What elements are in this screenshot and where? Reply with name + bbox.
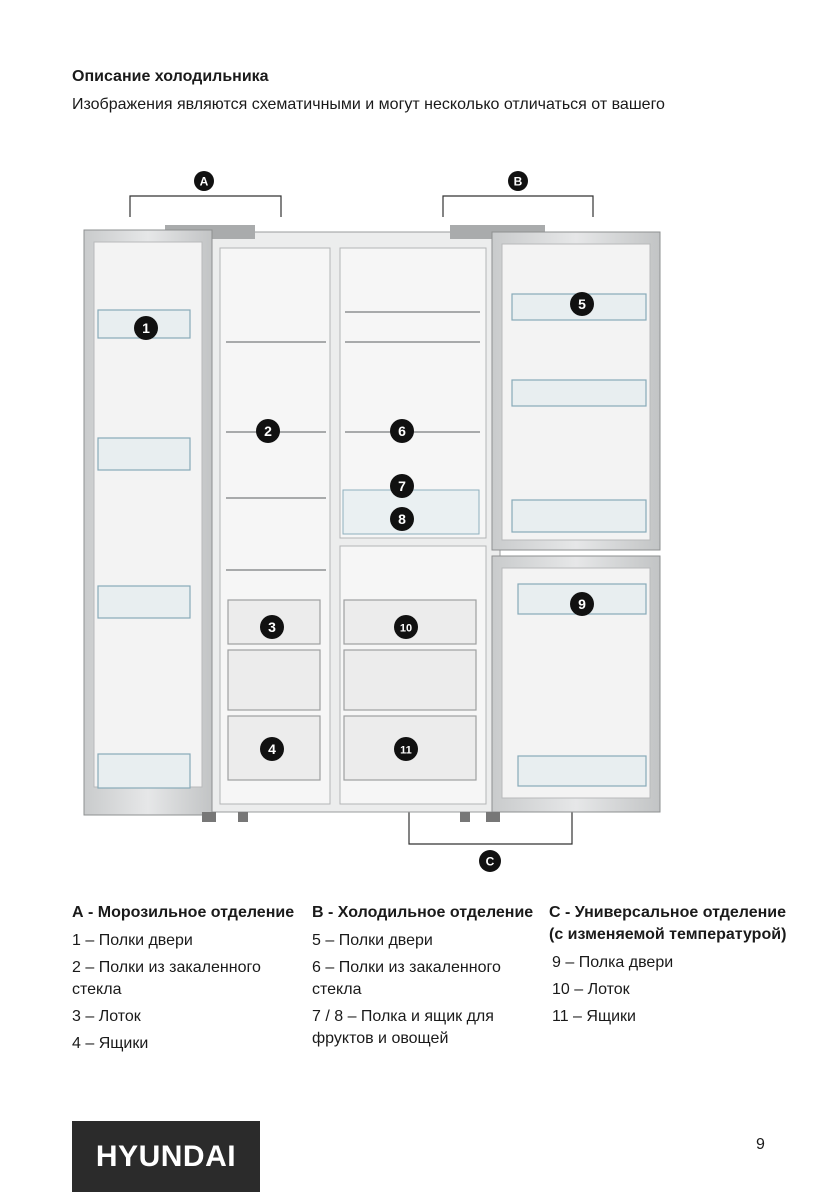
section-letter-c: C xyxy=(485,854,495,869)
legend-item: 4 – Ящики xyxy=(72,1035,149,1052)
svg-text:4: 4 xyxy=(268,741,276,757)
brand-logo xyxy=(72,1121,260,1192)
callout-11 xyxy=(394,737,418,761)
legend-item: 3 – Лоток xyxy=(72,1008,141,1025)
section-badge-a xyxy=(194,171,214,191)
section-badge-c xyxy=(479,850,501,872)
svg-text:9: 9 xyxy=(578,596,586,612)
callout-3 xyxy=(260,615,284,639)
bracket-a xyxy=(130,196,281,217)
callout-6 xyxy=(390,419,414,443)
callout-10 xyxy=(394,615,418,639)
svg-text:11: 11 xyxy=(400,744,412,757)
section-letter-a: A xyxy=(199,174,209,189)
legend-item: 9 – Полка двери xyxy=(552,954,674,971)
legend-item: 1 – Полки двери xyxy=(72,932,193,949)
section-letter-b: B xyxy=(513,174,523,189)
legend-heading-b: В - Холодильное отделение xyxy=(312,904,534,921)
legend-column-a xyxy=(72,902,302,1060)
legend-item: 5 – Полки двери xyxy=(312,932,433,949)
svg-text:6: 6 xyxy=(398,423,406,439)
callout-5 xyxy=(570,292,594,316)
legend-item: 6 – Полки из закаленного стекла xyxy=(312,959,501,998)
legend-column-b xyxy=(312,902,537,1055)
svg-text:3: 3 xyxy=(268,619,276,635)
legend-column-c xyxy=(549,902,789,1033)
svg-text:1: 1 xyxy=(142,320,150,336)
bracket-b xyxy=(443,196,593,217)
brand-logo-text: HYUNDAI xyxy=(95,1139,237,1173)
callout-7 xyxy=(390,474,414,498)
page-title: Описание холодильника xyxy=(72,68,269,85)
fridge-diagram xyxy=(70,160,770,880)
legend-item: 7 / 8 – Полка и ящик для фруктов и овощей xyxy=(312,1008,494,1047)
callout-4 xyxy=(260,737,284,761)
legend-heading-c: С - Универсальное отделение (с изменяемой температурой) xyxy=(549,904,787,943)
svg-text:2: 2 xyxy=(264,423,272,439)
page-subtitle: Изображения являются схематичными и могут несколько отличаться от вашего xyxy=(72,96,665,113)
legend-item: 11 – Ящики xyxy=(552,1008,636,1025)
callout-2 xyxy=(256,419,280,443)
svg-text:5: 5 xyxy=(578,296,586,312)
legend-heading-a: А - Морозильное отделение xyxy=(72,904,295,921)
page-number: 9 xyxy=(756,1136,765,1153)
callout-9 xyxy=(570,592,594,616)
callout-8 xyxy=(390,507,414,531)
fridge-feet xyxy=(202,812,500,822)
legend-item: 2 – Полки из закаленного стекла xyxy=(72,959,261,998)
callout-1 xyxy=(134,316,158,340)
section-badge-b xyxy=(508,171,528,191)
svg-text:10: 10 xyxy=(399,622,413,635)
svg-text:8: 8 xyxy=(398,511,406,527)
svg-text:7: 7 xyxy=(398,478,406,494)
legend-item: 10 – Лоток xyxy=(552,981,630,998)
